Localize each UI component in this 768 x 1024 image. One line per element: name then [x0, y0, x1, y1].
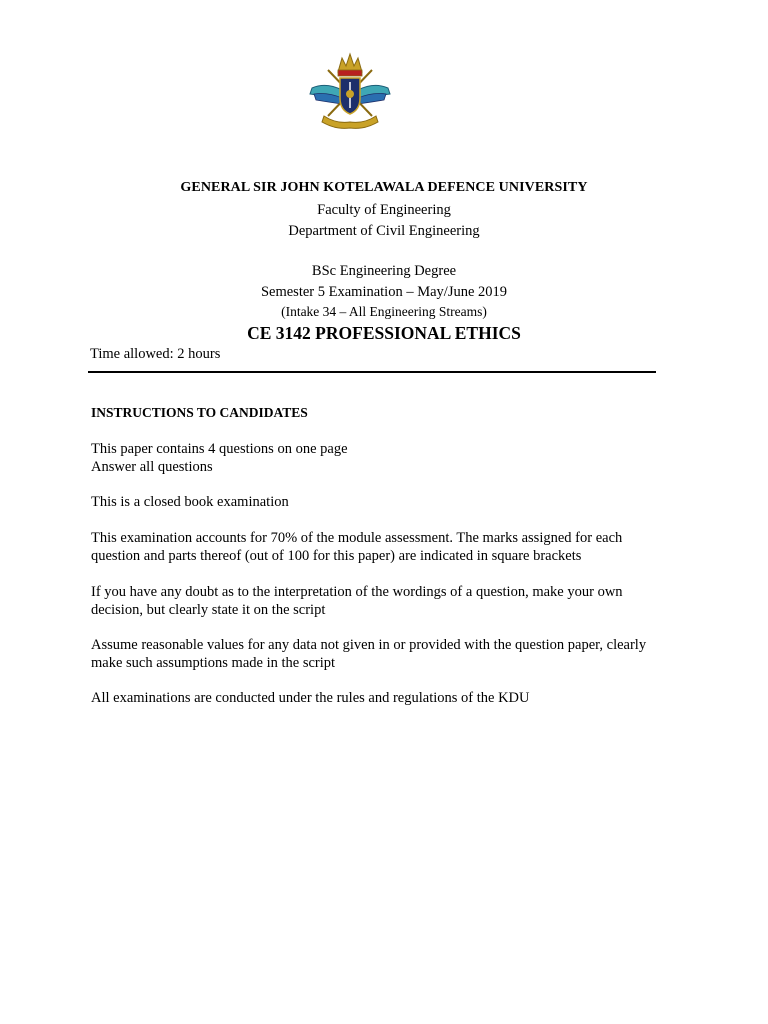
department-name: Department of Civil Engineering	[288, 223, 480, 239]
instruction-line: question and parts thereof (out of 100 for this paper) are indicated in square brackets	[91, 547, 582, 564]
instruction-line: This paper contains 4 questions on one page	[91, 441, 348, 457]
instruction-paragraph	[91, 494, 691, 512]
instruction-paragraph	[91, 637, 691, 672]
instruction-line: All examinations are conducted under the rules and regulations of the KDU	[91, 690, 530, 706]
instruction-line: decision, but clearly state it on the script	[91, 601, 326, 618]
university-name: GENERAL SIR JOHN KOTELAWALA DEFENCE UNIVERSITY	[180, 180, 588, 195]
time-allowed: Time allowed: 2 hours	[90, 346, 221, 362]
instruction-line: make such assumptions made in the script	[91, 654, 336, 671]
instruction-paragraph	[91, 530, 691, 565]
course-title: CE 3142 PROFESSIONAL ETHICS	[247, 323, 521, 343]
intake-info: (Intake 34 – All Engineering Streams)	[281, 304, 487, 319]
instructions-heading: INSTRUCTIONS TO CANDIDATES	[91, 405, 308, 420]
instruction-line: If you have any doubt as to the interpretation of the wordings of a question, make your own	[91, 584, 623, 600]
instruction-paragraph	[91, 690, 691, 708]
faculty-name: Faculty of Engineering	[317, 202, 451, 218]
semester-info: Semester 5 Examination – May/June 2019	[260, 284, 508, 300]
header-divider	[88, 371, 656, 373]
instruction-line: Assume reasonable values for any data not given in or provided with the question paper, clearly	[91, 637, 647, 653]
instruction-paragraph	[91, 584, 691, 619]
instruction-paragraph	[91, 441, 691, 476]
instruction-line: This examination accounts for 70% of the module assessment. The marks assigned for each	[91, 530, 623, 546]
university-crest-icon	[306, 50, 394, 132]
instruction-line: This is a closed book examination	[91, 494, 289, 510]
degree-name: BSc Engineering Degree	[311, 263, 457, 279]
instruction-line: Answer all questions	[91, 458, 213, 475]
